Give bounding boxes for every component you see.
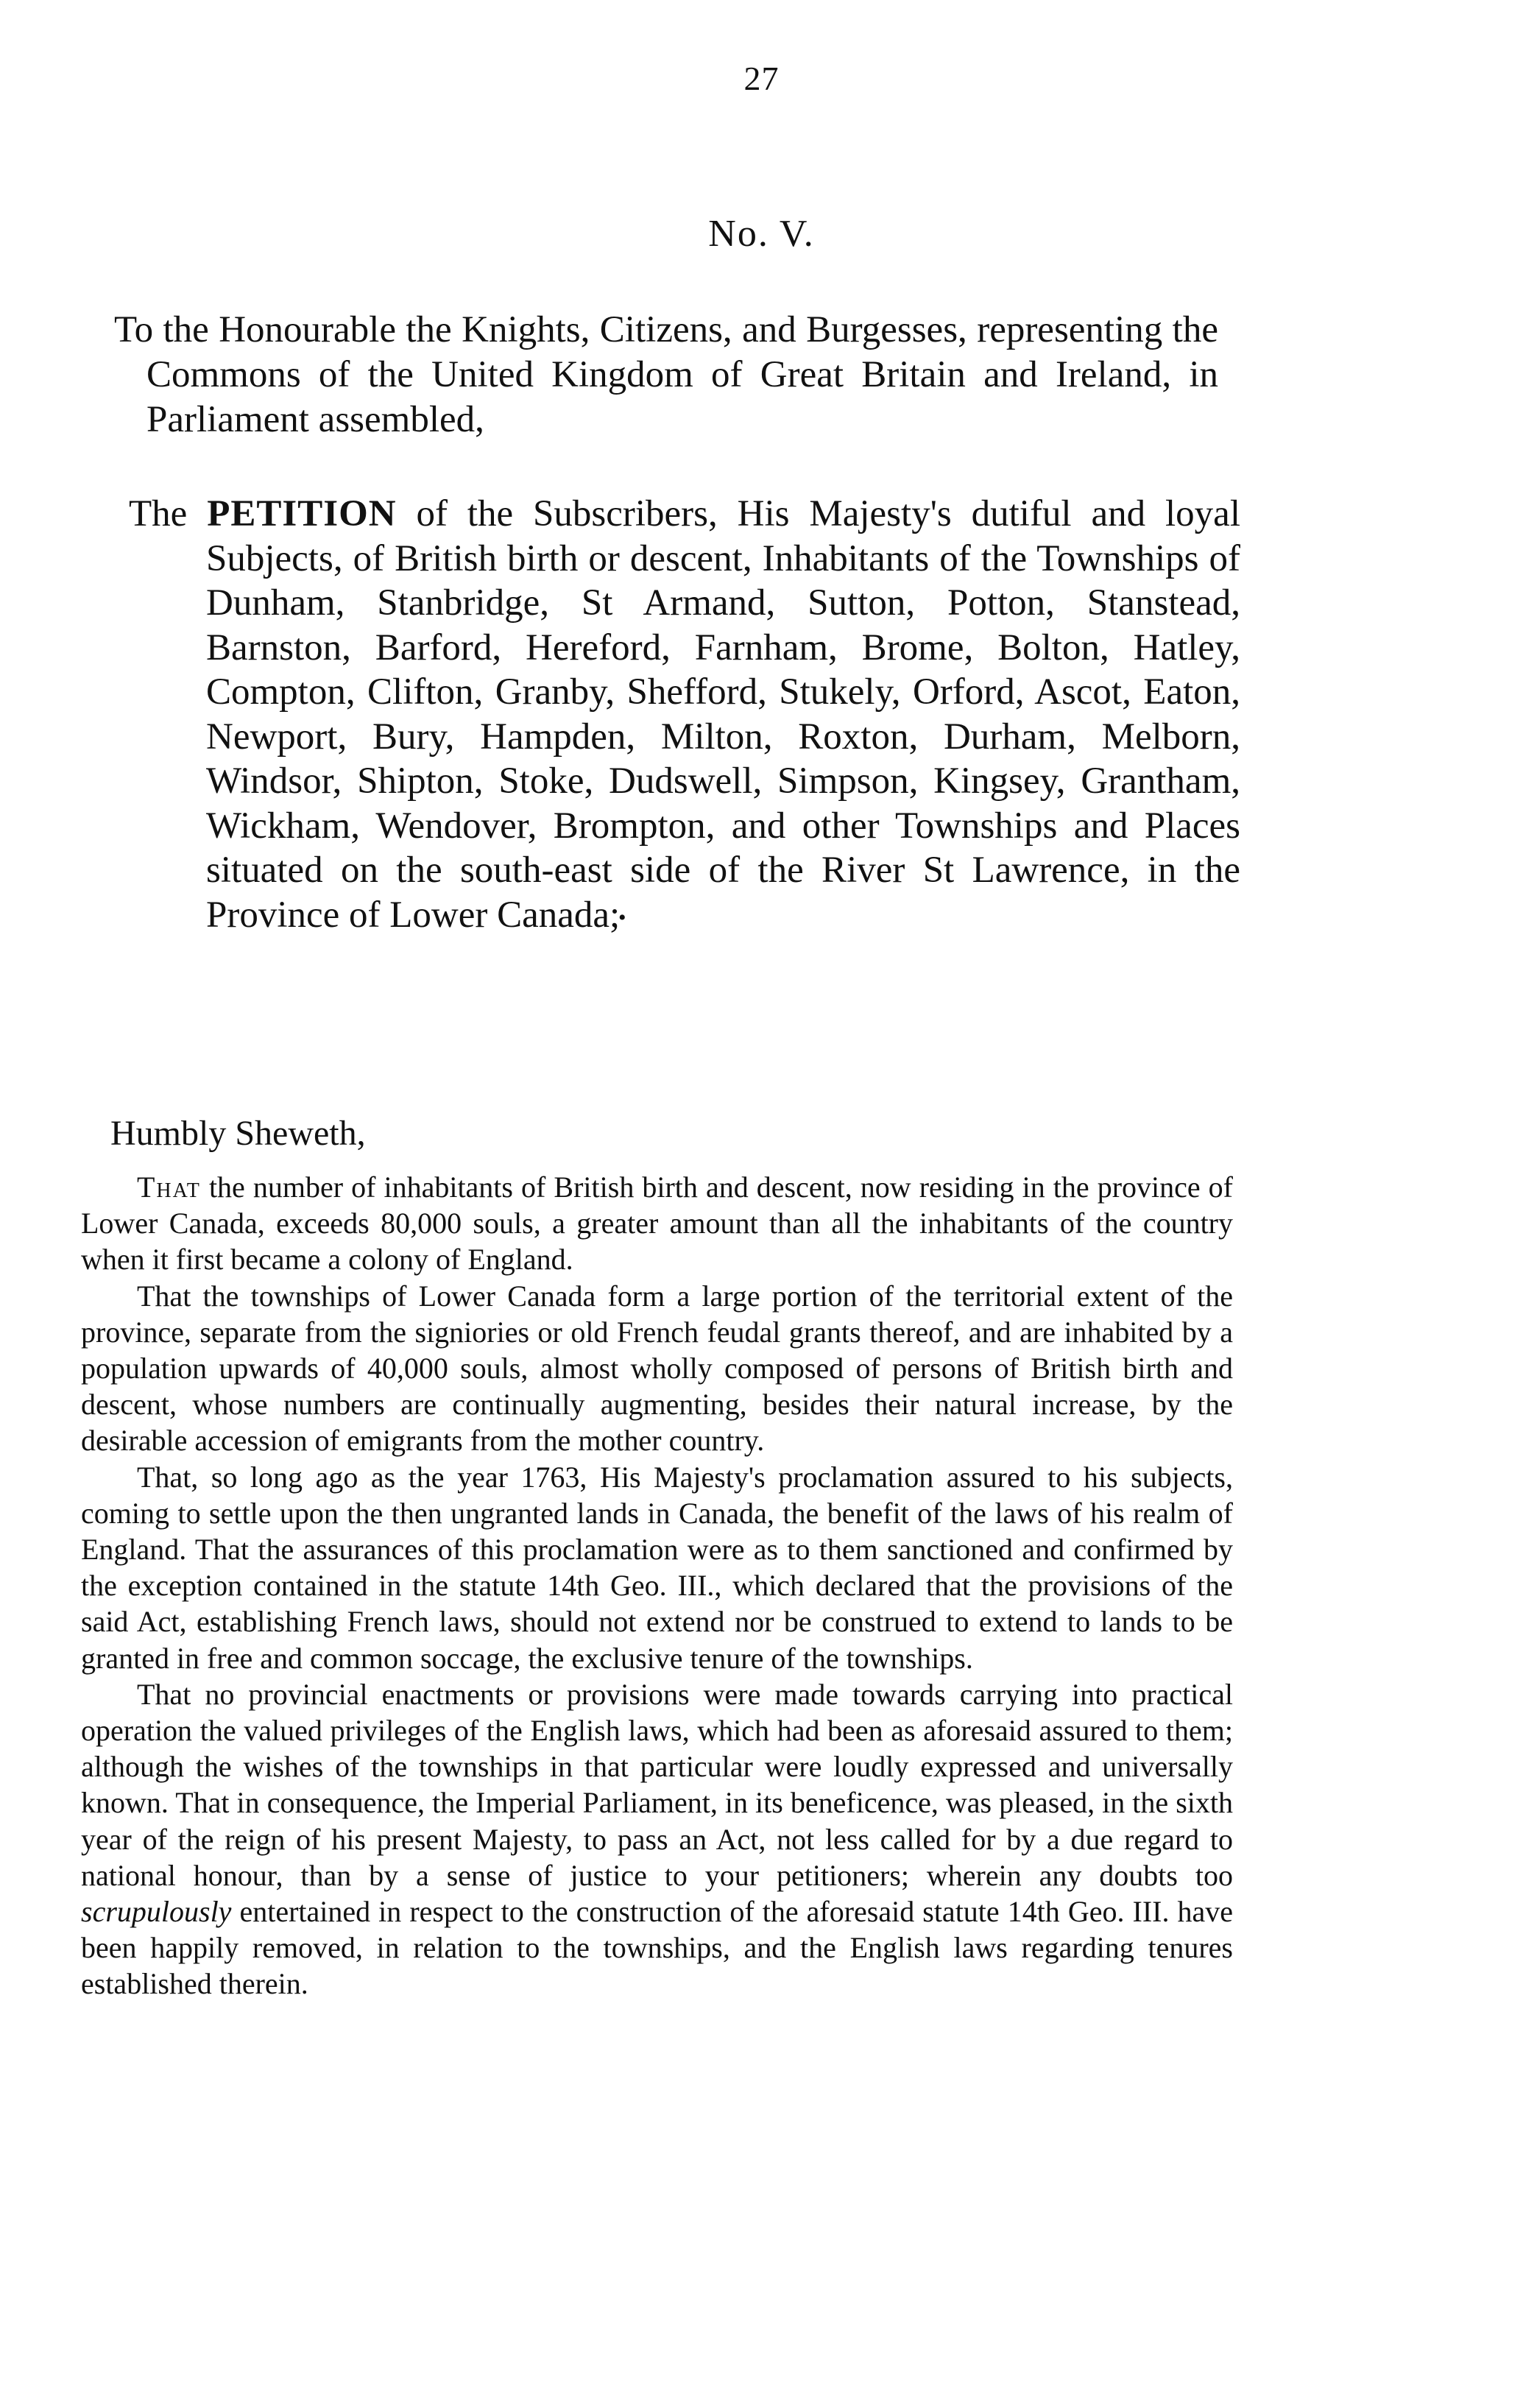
petition-address: To the Honourable the Knights, Citizens, and Burgesses, representing the Commons of the United Kingdom of Great Britain and Ireland, in Parliament assembled, <box>114 309 1218 440</box>
paragraph-4-before: That no provincial enactments or provisions were made towards carrying into practical operation the valued privileges of the English laws, which had been as aforesaid assured to them; although the wishes of the townships in that particular were loudly expressed and universally known. That in consequence, the Imperial Parliament, in its beneficence, was pleased, in the sixth year of the reign of his present Majesty, to pass an Act, not less called for by a due regard to national honour, than by a sense of justice to your petitioners; wherein any doubts too <box>81 1677 1233 1892</box>
petition-lead-word: The <box>129 493 188 534</box>
paragraph-3: That, so long ago as the year 1763, His Majesty's proclamation assured to his subjects, coming to settle upon the then ungranted lands in Canada, the benefit of the laws of his realm of England. That the assurances of this proclamation were as to them sanctioned and confirmed by the exception contained in the statute 14th Geo. III., which declared that the provisions of the said Act, establishing French laws, should not extend nor be construed to extend to lands to be granted in free and common soccage, the exclusive tenure of the townships. <box>81 1460 1233 1675</box>
salutation: Humbly Sheweth, <box>110 1114 366 1153</box>
paragraph-1 <box>81 1169 1233 1278</box>
paragraph-2: That the townships of Lower Canada form a large portion of the territorial extent of the province, separate from the signiories or old French feudal grants thereof, and are inhabited by a population upwards of 40,000 souls, almost wholly composed of persons of British birth and descent, whose numbers are continually augmenting, besides their natural increase, by the desirable accession of emigrants from the mother country. <box>81 1279 1233 1458</box>
paragraph-4-after: entertained in respect to the construction of the aforesaid statute 14th Geo. III. have been happily removed, in relation to the townships, and the English laws regarding tenures established therein. <box>81 1895 1234 2001</box>
paragraph-1-lead: That <box>137 1171 201 1204</box>
page-number: 27 <box>743 60 780 97</box>
petition-title: PETITION <box>207 493 397 534</box>
paragraph-1-text: the number of inhabitants of British birth and descent, now residing in the province of Lower Canada, exceeds 80,000 souls, a greater amount than all the inhabitants of the country when it first became a colony of England. <box>81 1171 1234 1277</box>
petition-body <box>81 1169 1233 2002</box>
section-heading: No. V. <box>708 213 815 255</box>
petition-subscribers-text: of the Subscribers, His Majesty's dutiful and loyal Subjects, of British birth or descent, Inhabitants of the Townships of Dunham, Stanbridge, St Armand, Sutton, Potton, Stanstead, Barnston, Barford, Hereford, Farnham, Brome, Bolton, Hatley, Compton, Clifton, Granby, Shefford, Stukely, Orford, Ascot, Eaton, Newport, Bury, Hampden, Milton, Roxton, Durham, Melborn, Windsor, Shipton, Stoke, Dudswell, Simpson, Kingsey, Grantham, Wickham, Wendover, Brompton, and other Townships and Places situated on the south-east side of the River St Lawrence, in the Province of Lower Canada; <box>206 493 1240 936</box>
petition-title-block: The PETITION of the Subscribers, His Majesty's dutiful and loyal Subjects, of British birth or descent, Inhabitants of the Townships of Dunham, Stanbridge, St Armand, Sutton, Potton, Stanstead, Barnston, Barford, Hereford, Farnham, Brome, Bolton, Hatley, Compton, Clifton, Granby, Shefford, Stukely, Orford, Ascot, Eaton, Newport, Bury, Hampden, Milton, Roxton, Durham, Melborn, Windsor, Shipton, Stoke, Dudswell, Simpson, Kingsey, Grantham, Wickham, Wendover, Brompton, and other Townships and Places situated on the south-east side of the River St Lawrence, in the Province of Lower Canada; • <box>129 493 1240 936</box>
paragraph-4 <box>81 1676 1233 2002</box>
paragraph-4-emphasis: scrupulously <box>81 1895 232 1929</box>
